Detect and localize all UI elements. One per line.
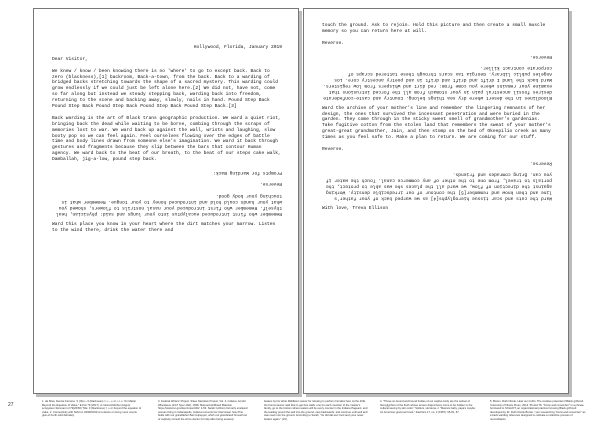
upside-down-block-2 [322,159,552,200]
left-paragraph-1: We knew / know / been knowing there is no 'where' to go to except back. Back to zero (blackness),[1] backroom, Back-a-town, from the back. Back to a warding of bridged backs stretching towards the shape of a sacred mystery. This warding could grow endlessly if we could just be left alone here.[2] We did not, have not, come so far along but instead we steady stepping back, warding back into freedom, returning to the scene and backing away, slowly, nails in hand. Pound Step Back Pound Step Back Pound Step Back Pound Step Back Pound Step Back.[3] [52,68,279,110]
right-paragraph-1: touch the ground. Ask to rejoin. Hold this picture and then create a small muscle memory so you can return here at will. [322,23,546,34]
page-number: 27 [8,402,14,408]
footnote-3: beaten by his white Middleton owner for refusing to perform his labor fast. At the drills the bond-manner said that to get free walls, one for each member of the master's family, go to the bottom where waters will be every counter in the Indiana Pageant, and the leading pound the well into the ground, step backwards, and continue until welt and was sown into the ground. According to Sarah, "he did dat wuz bunt and yous never beaten again." (23). [264,400,368,421]
upside-down-paragraph: Remember who first introduced eucalyptus into your lungs and said: physician, heal thyself. Remember who first introduced your nasal nostrils to flowers, showed you what your hands could hold and introduced honey to your tongue. Remember what is touching your body good. [55,193,282,217]
right-reverse-2: Reverse. [322,146,345,152]
right-letter-page [303,8,569,394]
footnote-2: 3. Federal Writers' Project. Slave Narrative Project, Vol. 4, Indiana, Arnold Wlacelieve (4/A7 Spur 4A0), 1938. Manuscript/Mixed Material. https://www.loc.gov/item/mesn040/. 4-53. Sarah Collins's formerly enslaved woman living in Indianapolis, Indiana recounts her interviewer how Pine fields with our grandfather Bat Culpepper, whoh out grandstand himself out of captivity consult the wh-le doctor for help after being severely [158,400,248,421]
letter-date: Hollywood, Florida, January 2019 [193,45,282,50]
letter-closing: With love, Treva Ellison [322,205,389,211]
left-paragraph-3: Ward this place you know in your heart where the dirt matches your marrow. Listen to the wind there, drink the water there and [52,222,276,233]
upside-down-reverse-2: Reverse. [529,159,552,165]
upside-down-paragraph-2: Ward the cuts and scar tissue hieroglyphs[4] as we warped back of your father's line and then know and remember[5] the contour of our irreducible density. Working against the direction of flow, we ward all the places she was able to protect, the portals to travel, from one to the other of any commerce canal. Touch the water if you can. Bring comrades and friends. [325,171,552,201]
left-paragraph-2: Back warding is the art of Black trans geographic production. We ward a quiet riot, bringing back the dead while waiting to be borne, combing through the scraps of memories lost to war. We ward back up against the wall, wrists and laughing, slow booty pop so we can feel again. Feel ourselves flowing over the edges of battle time and body lines drawn from someone else's imagination. We ward it back through gestures and fragments because they slip between the bars that contour Human agency. We ward back to the beat of our breath, to the beat of our steps cake walk, Damballah, jig-a-low, pound step back. [52,115,281,163]
right-reverse-1: Reverse. [322,40,345,46]
footnotes [42,400,590,434]
upside-down-block-1 [322,53,552,100]
right-paragraph-2: Ward the archive of your mother's line and remember the lingering remnants of her design, the ones that survived the incessant penetration and were buried in the garden. They come through in the sticky sweet smell of grandmother's gardenias. Take fugitive cotton from the stolen land that remembers the sweat of your mother's great-great grandmother, Jain, and then stomp on the bed of Okeepilio creek as many times as you feel safe to. Make a plan to return. We are coming for our stuff. [322,105,551,141]
left-page-body [52,45,282,385]
upside-down-reverse-1: Reverse. [529,53,552,59]
upside-down-paragraph-1: Bloodlines in the desert where dry sea things belong. Country and caste-confederate desires fossil ancestral pain in your stomach from all the forced intrusions that examine your remains where you come from: red dirt and whispers from low registers. Ward back the land I drift and drift and drift in and poetry ancestry core. Los Angeles public library. Georgia tax scars through these tattered scraps of corporate contract killer. [323,65,552,100]
footnote-1: 1. da Silva, Denise Ferreira. "1 (life) ÷ 0 (blackness) = ∞ - ∞ or ∞ / ∞: On Matter Beyond the Equation of Value." E-flux 79 (2017). A colored-Mother (Hippo) ecosystem Remnant of 79(26/66) Title: 0 (blackness) = ∞ or beyond the equation of value. 2. Connectivity with NLM on 03/08/2019 of a desire on living more counts give of Forth-mild definitely. [42,400,142,417]
right-page-body [322,23,552,385]
upside-down-prompts-block [52,169,282,216]
left-letter-page [33,8,299,394]
footnote-5: 5. Brown, Ruth Nicole. Hear our truths: The creative potential of Black girlhood. University of Illinois Press, 2013. 65 and 78. "Know and remember" is a phrase borrowed to SOLHOT, an organizational practice focusing Black girlhood developed by Dr. Ruth Nicole Brown. I am researching "know and remember" as a back warding reference designed to cultivate a collective process of reconciliation. [490,400,586,421]
footnote-4: 4. "These un-bound and bound bodies of our captive body are the subset of hieroglyphics of the flesh whose severe disjunctures come to be hidden to the cultural seeing by skin color." Spillers, Hortense J. "Mama's baby, papa's maybe: An American grammar book." diacritics 17, no. 2 (1987): 65-81, 67. [380,400,476,414]
upside-down-reverse: Reverse. [259,181,282,187]
letter-salutation: Dear Visitor, [52,56,88,62]
upside-down-prompts-heading: Prompts for Warding Back: [213,169,282,175]
